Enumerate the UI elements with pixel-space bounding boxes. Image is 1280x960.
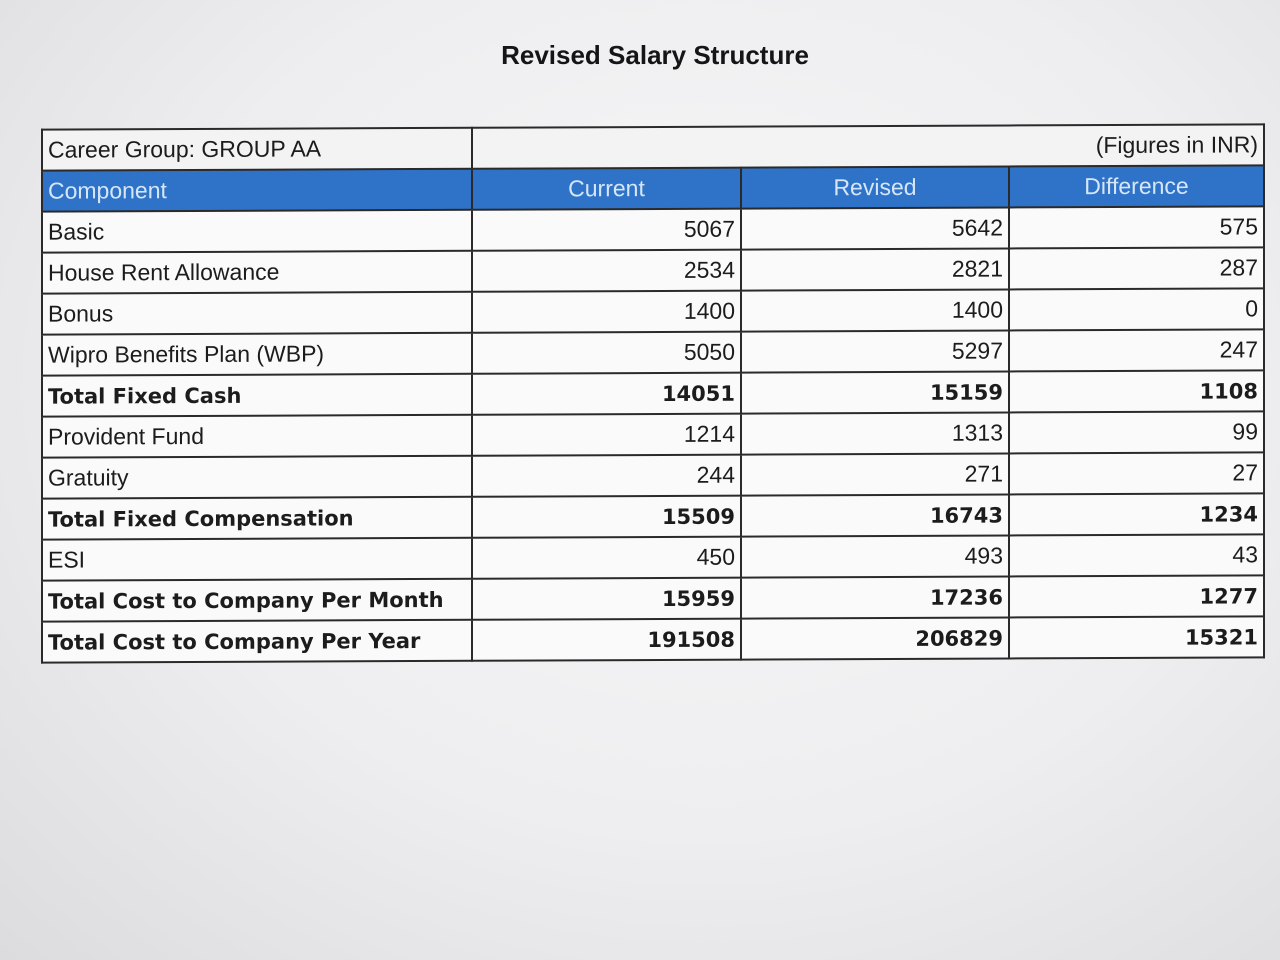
table-row	[42, 575, 1264, 621]
column-header-revised: Revised	[741, 166, 1009, 208]
revised-cell: 2821	[741, 248, 1009, 290]
revised-cell: 5642	[741, 207, 1009, 249]
salary-table	[41, 123, 1265, 663]
difference-cell: 575	[1009, 206, 1264, 248]
difference-cell: 247	[1009, 329, 1264, 371]
component-cell: Total Cost to Company Per Year	[42, 620, 472, 663]
component-cell: Wipro Benefits Plan (WBP)	[42, 333, 472, 376]
table-row	[42, 534, 1264, 580]
revised-cell: 1313	[741, 412, 1009, 454]
revised-cell: 17236	[741, 576, 1009, 618]
table-row	[42, 493, 1264, 539]
current-cell: 5050	[472, 332, 741, 374]
component-cell: Bonus	[42, 292, 472, 335]
component-cell: Total Fixed Compensation	[42, 497, 472, 540]
revised-cell: 206829	[741, 617, 1009, 659]
revised-cell: 493	[741, 535, 1009, 577]
table-row	[42, 411, 1264, 457]
component-cell: Provident Fund	[42, 415, 472, 458]
page-title: Revised Salary Structure	[501, 40, 809, 70]
career-group-label: Career Group: GROUP AA	[42, 128, 472, 171]
table-row	[42, 329, 1264, 375]
current-cell: 1400	[472, 291, 741, 333]
current-cell: 191508	[472, 619, 741, 661]
current-cell: 5067	[472, 209, 741, 251]
table-row	[42, 616, 1264, 662]
table-row	[42, 247, 1264, 293]
header-row	[42, 165, 1264, 211]
current-cell: 2534	[472, 250, 741, 292]
component-cell: House Rent Allowance	[42, 251, 472, 294]
current-cell: 1214	[472, 414, 741, 456]
difference-cell: 1234	[1009, 493, 1264, 535]
component-cell: Gratuity	[42, 456, 472, 499]
revised-cell: 16743	[741, 494, 1009, 536]
component-cell: Total Cost to Company Per Month	[42, 579, 472, 622]
revised-cell: 271	[741, 453, 1009, 495]
current-cell: 14051	[472, 373, 741, 415]
difference-cell: 15321	[1009, 616, 1264, 658]
component-cell: Total Fixed Cash	[42, 374, 472, 417]
component-cell: ESI	[42, 538, 472, 581]
difference-cell: 27	[1009, 452, 1264, 494]
column-header-difference: Difference	[1009, 165, 1264, 207]
revised-cell: 1400	[741, 289, 1009, 331]
revised-cell: 15159	[741, 371, 1009, 413]
difference-cell: 287	[1009, 247, 1264, 289]
difference-cell: 1277	[1009, 575, 1264, 617]
column-header-component: Component	[42, 169, 472, 212]
current-cell: 450	[472, 537, 741, 579]
difference-cell: 0	[1009, 288, 1264, 330]
difference-cell: 99	[1009, 411, 1264, 453]
current-cell: 244	[472, 455, 741, 497]
table-row	[42, 206, 1264, 252]
figures-note: (Figures in INR)	[472, 124, 1264, 168]
difference-cell: 43	[1009, 534, 1264, 576]
revised-cell: 5297	[741, 330, 1009, 372]
component-cell: Basic	[42, 210, 472, 253]
table-row	[42, 452, 1264, 498]
current-cell: 15509	[472, 496, 741, 538]
table-row	[42, 370, 1264, 416]
table-row	[42, 288, 1264, 334]
current-cell: 15959	[472, 578, 741, 620]
difference-cell: 1108	[1009, 370, 1264, 412]
career-group-row	[42, 124, 1264, 170]
column-header-current: Current	[472, 168, 741, 210]
